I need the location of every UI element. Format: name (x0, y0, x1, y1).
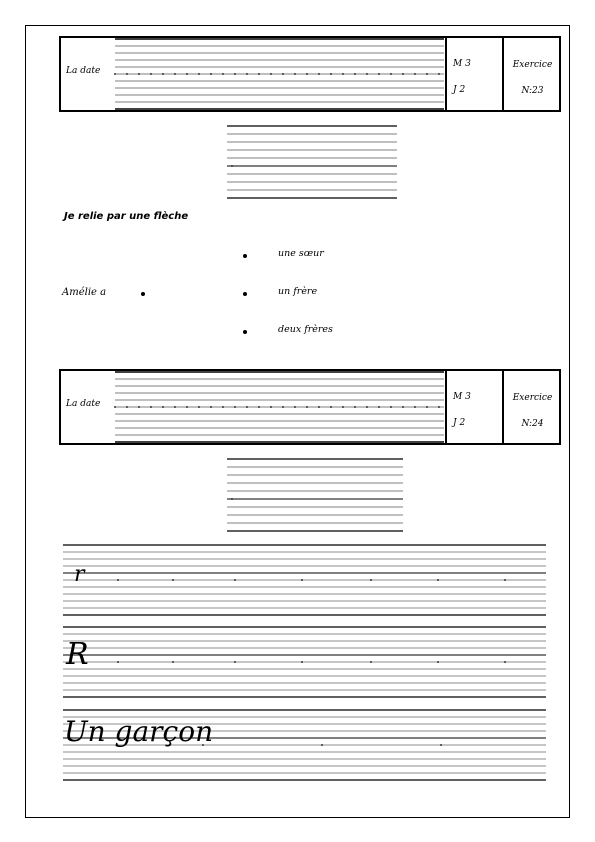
guide-dot (114, 406, 116, 408)
guide-dot (318, 73, 320, 75)
guide-dot (426, 406, 428, 408)
guide-dot (270, 73, 272, 75)
guide-dot (117, 579, 119, 581)
guide-dot (354, 406, 356, 408)
guide-dot (231, 498, 233, 500)
guide-dot (174, 73, 176, 75)
guide-dot (306, 406, 308, 408)
j-level-label: J 2 (453, 85, 466, 95)
guide-dot (390, 73, 392, 75)
guide-dot (210, 73, 212, 75)
guide-dot (210, 406, 212, 408)
guide-dot (402, 73, 404, 75)
guide-dot (330, 73, 332, 75)
guide-dot (366, 73, 368, 75)
option-dot-1[interactable] (243, 254, 247, 258)
guide-dot (294, 406, 296, 408)
exercise-label: Exercice (512, 393, 553, 403)
option-dot-3[interactable] (243, 330, 247, 334)
guide-dot (366, 406, 368, 408)
guide-dot (504, 661, 506, 663)
guide-dot (282, 406, 284, 408)
guide-dot (138, 73, 140, 75)
guide-dot (301, 579, 303, 581)
guide-dot (150, 406, 152, 408)
guide-dot (234, 73, 236, 75)
date-label: La date (66, 66, 101, 76)
guide-dot (186, 406, 188, 408)
guide-dot (282, 73, 284, 75)
guide-dot (414, 406, 416, 408)
guide-dot (270, 406, 272, 408)
exercise-number: N:24 (521, 419, 544, 429)
model-letter-R: R (66, 637, 89, 672)
guide-dot (172, 661, 174, 663)
guide-dot (318, 406, 320, 408)
option-label-1: une sœur (278, 248, 324, 259)
guide-dot (162, 406, 164, 408)
guide-dot (234, 406, 236, 408)
guide-dot (231, 165, 233, 167)
guide-dot (354, 73, 356, 75)
guide-dot (342, 406, 344, 408)
guide-dot (114, 73, 116, 75)
guide-dot (150, 73, 152, 75)
guide-dot (402, 406, 404, 408)
guide-dot (321, 744, 323, 746)
subject-label: Amélie a (62, 287, 107, 298)
guide-dot (126, 73, 128, 75)
date-label: La date (66, 399, 101, 409)
guide-dot (390, 406, 392, 408)
model-phrase-un-garcon: Un garçon (64, 715, 214, 748)
guide-dot (126, 406, 128, 408)
guide-dot (414, 73, 416, 75)
guide-dot (234, 661, 236, 663)
guide-dot (437, 661, 439, 663)
instruction-text: Je relie par une flèche (64, 211, 189, 222)
guide-dot (342, 73, 344, 75)
guide-dot (440, 744, 442, 746)
guide-dot (198, 406, 200, 408)
guide-dot (172, 579, 174, 581)
guide-dot (504, 579, 506, 581)
j-level-label: J 2 (453, 418, 466, 428)
model-letter-r: r (74, 562, 85, 587)
subject-dot[interactable] (141, 292, 145, 296)
guide-dot (258, 406, 260, 408)
guide-dot (162, 73, 164, 75)
guide-dot (246, 406, 248, 408)
guide-dot (301, 661, 303, 663)
m-level-label: M 3 (453, 392, 471, 402)
option-dot-2[interactable] (243, 292, 247, 296)
guide-dot (198, 73, 200, 75)
guide-dot (222, 406, 224, 408)
guide-dot (174, 406, 176, 408)
guide-dot (186, 73, 188, 75)
guide-dot (370, 579, 372, 581)
guide-dot (438, 406, 440, 408)
exercise-label: Exercice (512, 60, 553, 70)
m-level-label: M 3 (453, 59, 471, 69)
guide-dot (294, 73, 296, 75)
guide-dot (437, 579, 439, 581)
guide-dot (222, 73, 224, 75)
guide-dot (378, 73, 380, 75)
guide-dot (438, 73, 440, 75)
guide-dot (370, 661, 372, 663)
option-label-3: deux frères (278, 324, 333, 335)
guide-dot (234, 579, 236, 581)
guide-dot (426, 73, 428, 75)
guide-dot (138, 406, 140, 408)
guide-dot (117, 661, 119, 663)
guide-dot (378, 406, 380, 408)
exercise-number: N:23 (521, 86, 544, 96)
guide-dot (258, 73, 260, 75)
guide-dot (246, 73, 248, 75)
guide-dot (330, 406, 332, 408)
guide-dot (306, 73, 308, 75)
option-label-2: un frère (278, 286, 318, 297)
